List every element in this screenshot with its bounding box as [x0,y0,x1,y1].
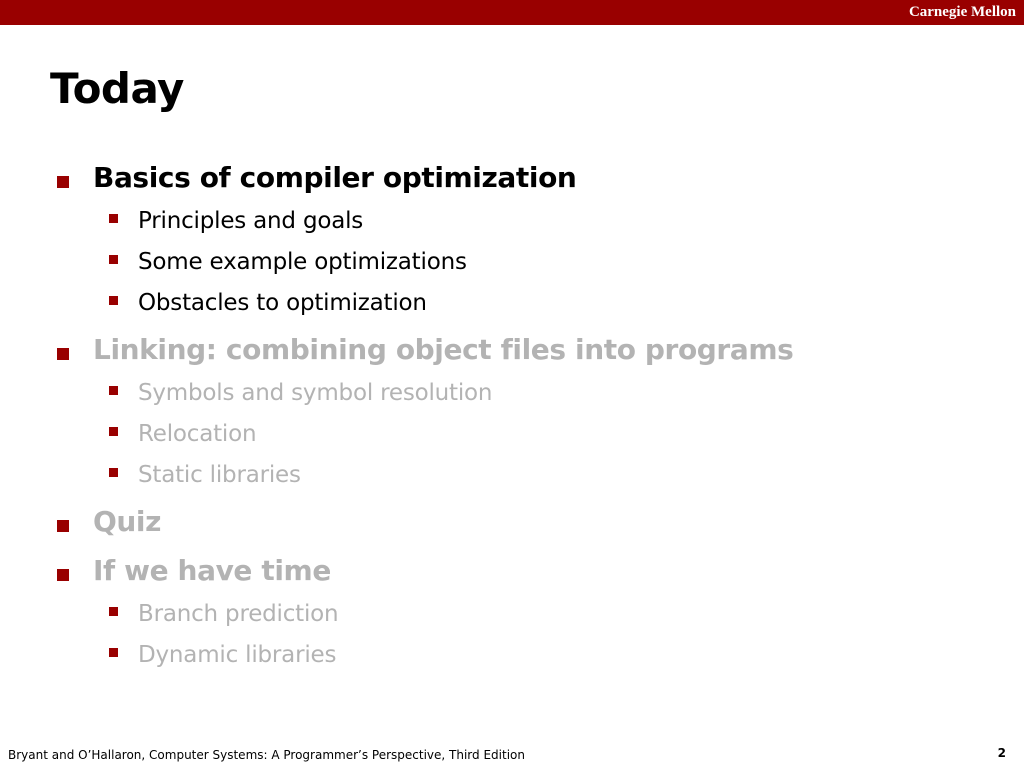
list-item-linking: Linking: combining object files into programs [93,333,794,366]
sub-item: Dynamic libraries [138,642,337,668]
list-item-if-we-have-time: If we have time [93,554,331,587]
bullet-icon [109,255,118,264]
bullet-icon [57,348,69,360]
sub-item: Relocation [138,421,257,447]
list-item-compiler-optimization: Basics of compiler optimization [93,161,577,194]
bullet-icon [57,176,69,188]
footer-citation: Bryant and O’Hallaron, Computer Systems: A Programmer’s Perspective, Third Edition [8,748,525,762]
list-item-quiz: Quiz [93,505,162,538]
header-bar [0,0,1024,25]
bullet-icon [109,386,118,395]
bullet-icon [109,427,118,436]
slide-title: Today [50,64,184,113]
bullet-icon [109,607,118,616]
bullet-icon [109,214,118,223]
brand-label: Carnegie Mellon [908,4,1016,20]
page-number: 2 [997,746,1006,760]
sub-item: Obstacles to optimization [138,290,427,316]
sub-item: Branch prediction [138,601,339,627]
bullet-icon [57,569,69,581]
sub-item: Principles and goals [138,208,364,234]
bullet-icon [109,296,118,305]
sub-item: Static libraries [138,462,301,488]
sub-item: Symbols and symbol resolution [138,380,493,406]
sub-item: Some example optimizations [138,249,467,275]
bullet-icon [57,520,69,532]
bullet-icon [109,468,118,477]
bullet-icon [109,648,118,657]
